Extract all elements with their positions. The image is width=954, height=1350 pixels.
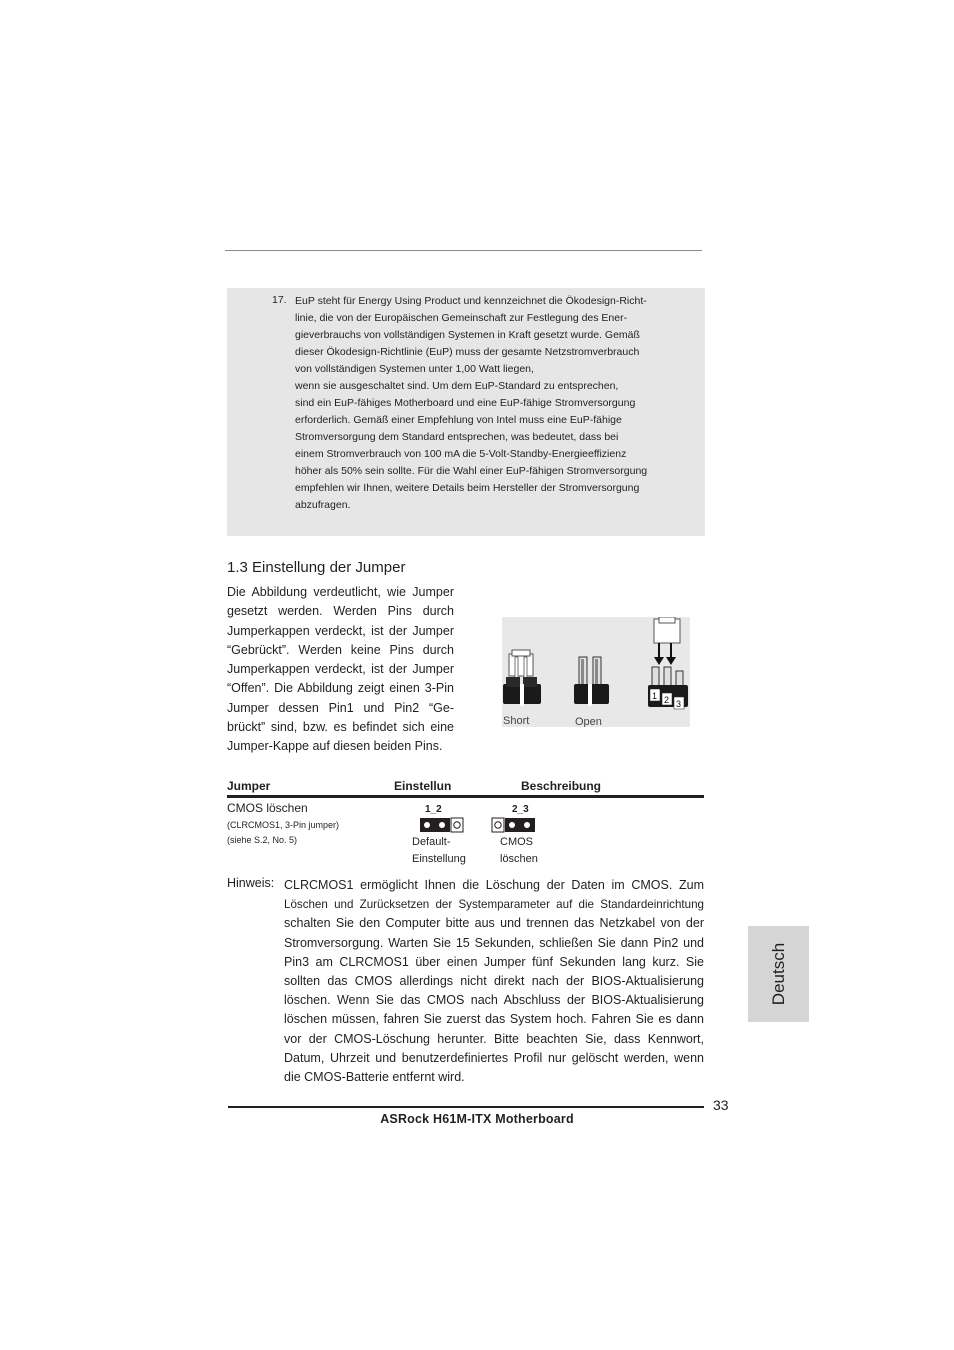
intro-line: “Offen”. Die Abbildung zeigt einen 3-Pin xyxy=(227,681,454,696)
intro-line: Jumperkappen verdeckt, ist der Jumper xyxy=(227,662,454,677)
note-line: EuP steht für Energy Using Product und kennzeichnet die Ökodesign-Richt- xyxy=(295,295,647,307)
note-line: von vollständigen Systemen unter 1,00 Watt liegen, xyxy=(295,363,534,375)
note-line: sind ein EuP-fähiges Motherboard und eine EuP-fähige Stromversorgung xyxy=(295,397,636,409)
table-header-description: Beschreibung xyxy=(521,779,602,793)
hinweis-line: Datum, Uhrzeit und benutzerdefiniertes Profil nur gelöscht werden, wenn xyxy=(284,1050,704,1065)
hinweis-line: löschen müssen, fahren Sie zuerst das System hoch. Fahren Sie es dann xyxy=(284,1012,704,1027)
intro-line: Jumper dessen Pin1 und Pin2 “Ge- xyxy=(227,700,454,715)
row-jumper-detail: (CLRCMOS1, 3-Pin jumper) xyxy=(227,820,340,830)
setting-2-3-label: 2_3 xyxy=(512,804,529,815)
language-side-tab xyxy=(748,926,809,1022)
note-line: dieser Ökodesign-Richtlinie (EuP) muss der gesamte Netzstromverbrauch xyxy=(295,346,640,358)
intro-paragraph xyxy=(227,583,454,757)
intro-line: gesetzt werden. Werden Pins durch xyxy=(227,604,454,619)
footer-title: ASRock H61M-ITX Motherboard xyxy=(380,1112,574,1126)
intro-line: Jumperkappen verdeckt, ist der Jumper xyxy=(227,623,454,638)
footer-rule xyxy=(228,1106,704,1108)
pin-label: 3 xyxy=(676,699,682,709)
hinweis-line: Pin3 am CLRCMOS1 über einen Jumper fünf Sekunden lang kurz. Sie xyxy=(284,954,704,969)
hinweis-line: CLRCMOS1 ermöglicht Ihnen die Löschung der Daten im CMOS. Zum xyxy=(284,878,704,892)
pin-label: 2 xyxy=(664,695,670,705)
table-header-setting: Einstellun xyxy=(394,779,452,793)
three-pin-jumper-icon xyxy=(648,617,688,709)
setting-1-2-label: 1_2 xyxy=(425,804,442,815)
top-divider xyxy=(225,250,702,251)
open-label: Open xyxy=(575,716,602,727)
hinweis-line: Löschen und Zurücksetzen der Systemparameter auf die Standardeinrichtung xyxy=(284,898,704,912)
page-number: 33 xyxy=(713,1097,729,1113)
section-heading: 1.3 Einstellung der Jumper xyxy=(227,559,406,576)
note-line: Stromversorgung dem Standard entsprechen, was bedeutet, dass bei xyxy=(295,431,619,443)
hinweis-line: Stromversorgung. Warten Sie 15 Sekunden, schließen Sie dann Pin2 und xyxy=(284,935,704,950)
note-line: abzufragen. xyxy=(295,499,351,511)
note-line: linie, die von der Europäischen Gemeinschaft zur Festlegung des Ener- xyxy=(295,312,628,324)
row-jumper-reference: (siehe S.2, No. 5) xyxy=(227,835,298,845)
note-number: 17. xyxy=(272,294,287,306)
setting-2-3-caption: löschen xyxy=(500,853,538,865)
jumper-pins-1-2-icon xyxy=(420,817,464,834)
table-header-rule xyxy=(227,795,704,798)
note-line: gieverbrauchs von vollständigen Systemen in Kraft gesetzt wurde. Gemäß xyxy=(295,329,640,341)
setting-1-2-caption: Default- xyxy=(412,836,451,848)
short-jumper-icon xyxy=(503,650,541,706)
note-line: höher als 50% sein sollte. Für die Wahl einer EuP-fähigen Stromversorgung xyxy=(295,465,648,477)
open-jumper-icon xyxy=(574,657,609,706)
hinweis-line: die CMOS-Batterie entfernt wird. xyxy=(284,1069,465,1084)
jumper-illustration xyxy=(502,617,690,727)
jumper-pins-2-3-icon xyxy=(491,817,536,834)
hinweis-text xyxy=(284,876,704,1087)
note-line: einem Stromverbrauch von 100 mA die 5-Volt-Standby-Energieeffizienz xyxy=(295,448,627,460)
note-line: erforderlich. Gemäß einer Empfehlung von Intel muss eine EuP-fähige xyxy=(295,414,622,426)
hinweis-line: sollten das CMOS allerdings nicht direkt nach der BIOS-Aktualisierung xyxy=(284,973,704,988)
short-label: Short xyxy=(503,715,530,727)
note-text xyxy=(295,293,690,514)
intro-line: Die Abbildung verdeutlicht, wie Jumper xyxy=(227,585,454,599)
note-line: wenn sie ausgeschaltet sind. Um dem EuP-Standard zu entsprechen, xyxy=(295,380,619,392)
intro-line: brückt” sind, bzw. es befindet sich eine xyxy=(227,720,454,735)
intro-line: “Gebrückt”. Werden keine Pins durch xyxy=(227,642,454,657)
jumper-diagram xyxy=(502,617,690,727)
pin-label: 1 xyxy=(652,691,658,701)
hinweis-label: Hinweis: xyxy=(227,876,275,890)
intro-line: Jumper-Kappe auf diesen beiden Pins. xyxy=(227,739,443,754)
setting-1-2-caption: Einstellung xyxy=(412,853,466,865)
row-jumper-name: CMOS löschen xyxy=(227,801,308,815)
hinweis-line: löschen. Wenn Sie das CMOS nach Abschluss der BIOS-Aktualisierung xyxy=(284,993,704,1008)
hinweis-line: vor der CMOS-Löschung herunter. Bitte beachten Sie, dass Kennwort, xyxy=(284,1031,704,1046)
table-header-jumper: Jumper xyxy=(227,779,271,793)
note-line: empfehlen wir Ihnen, weitere Details beim Hersteller der Stromversorgung xyxy=(295,482,640,494)
side-tab-label: Deutsch xyxy=(768,942,788,1006)
setting-2-3-caption: CMOS xyxy=(500,836,533,848)
hinweis-line: schalten Sie den Computer bitte aus und trennen das Netzkabel von der xyxy=(284,916,704,931)
